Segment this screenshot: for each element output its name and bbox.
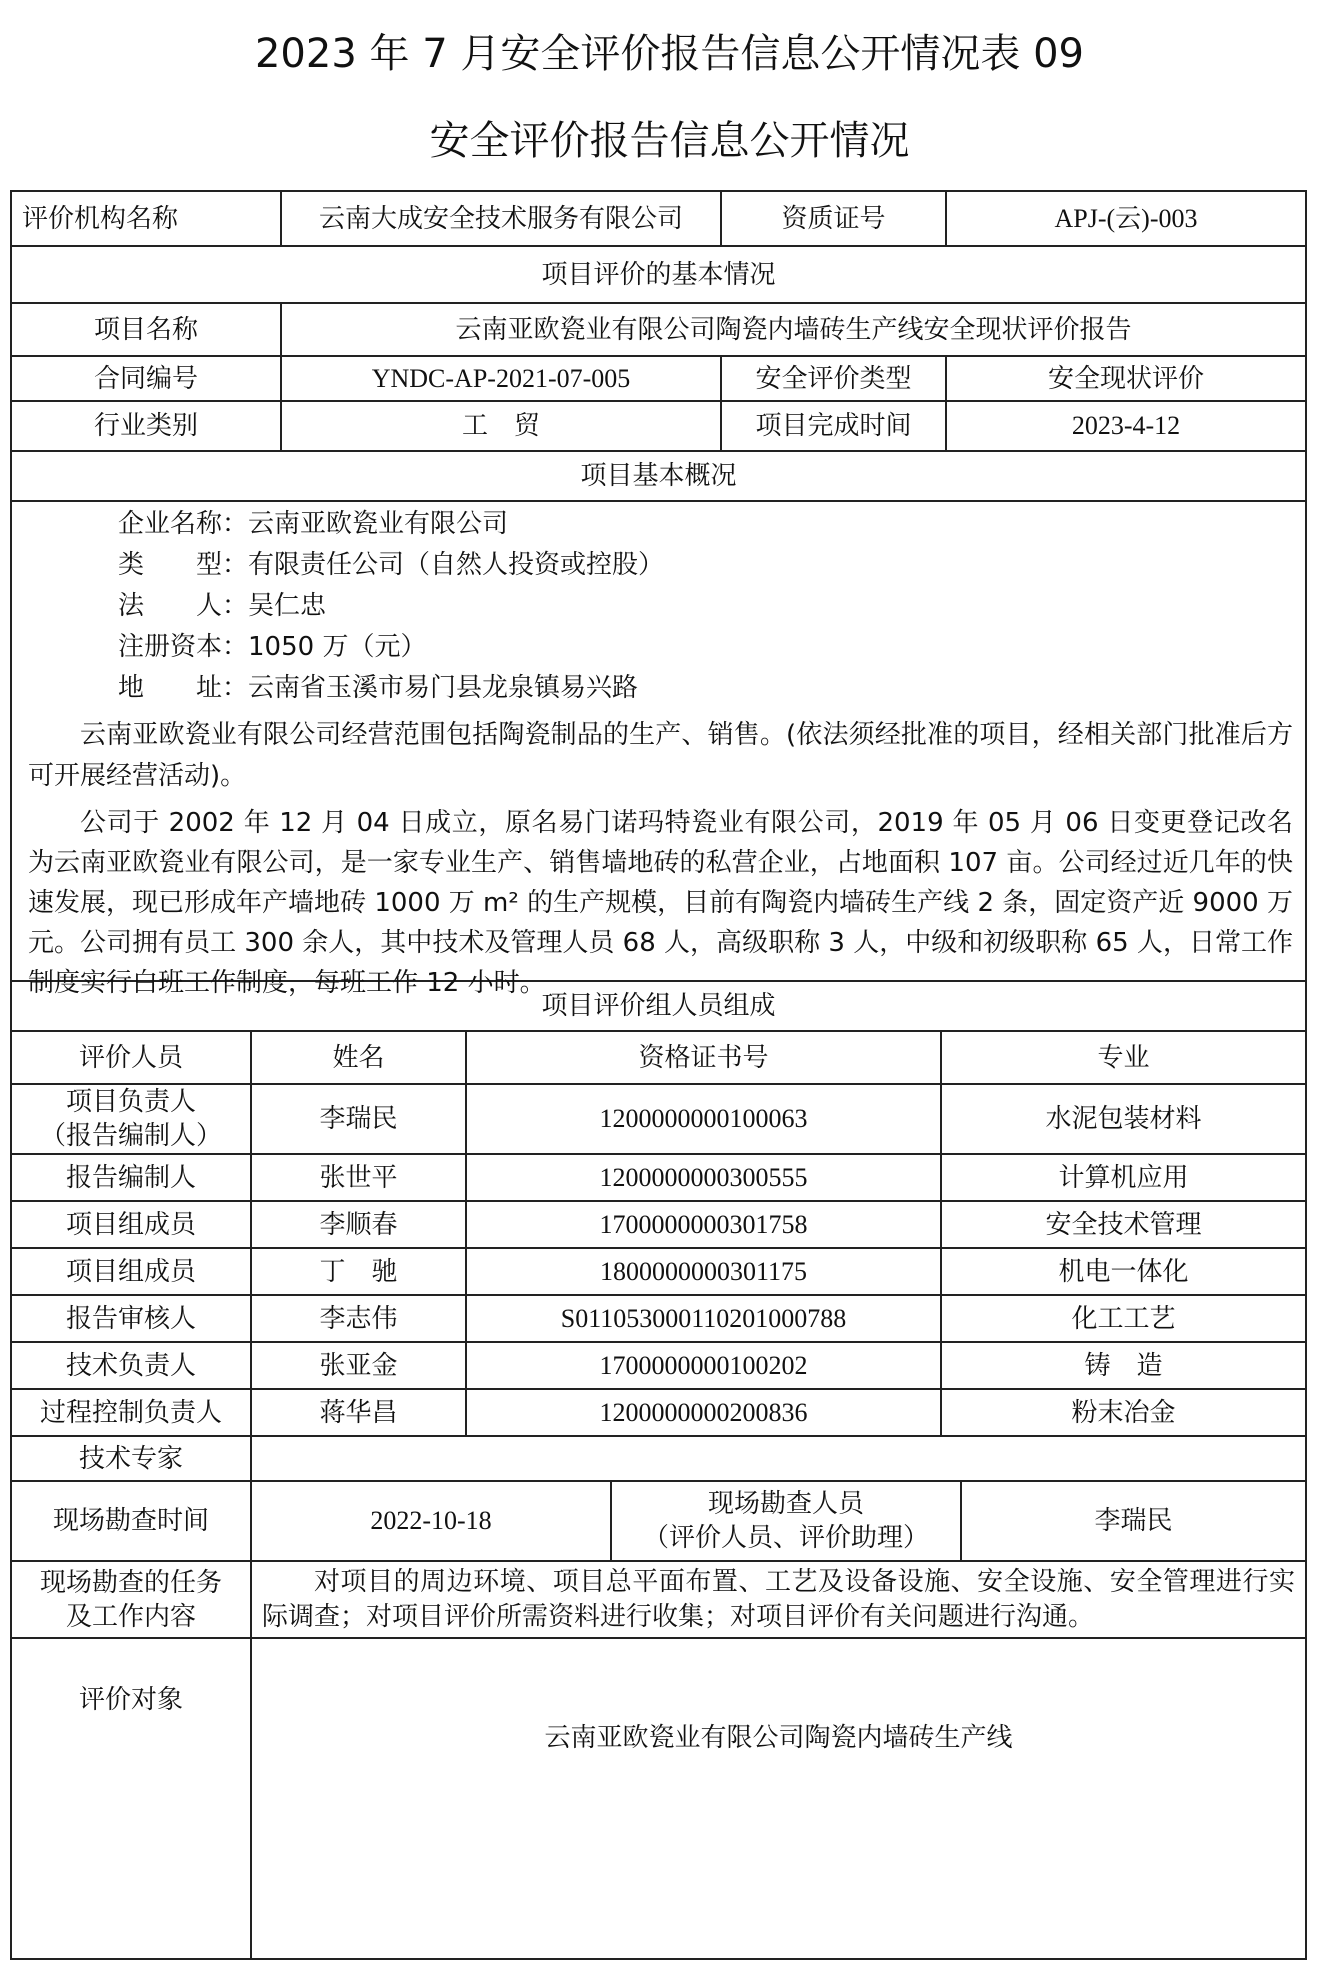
site-time-value: 2022-10-18: [252, 1482, 612, 1562]
team-header-name: 姓名: [252, 1032, 467, 1085]
finish-time-value: 2023-4-12: [947, 402, 1305, 452]
site-task-label-line2: 及工作内容: [65, 1601, 196, 1632]
overview-section-title: 项目基本概况: [12, 452, 1305, 502]
company-history-paragraph: 公司于 2002 年 12 月 04 日成立，原名易门诺玛特瓷业有限公司，2019 年 05 月 06 日变更登记改名为云南亚欧瓷业有限公司，是一家专业生产、销售墙地砖的私营企业，占地面积 107 亩。公司经过近几年的快速发展，现已形成年产墙地砖 1000 万 m² 的生产规模，目前有陶瓷内墙砖生产线 2 条，固定资产近 9000 万元。公司拥有员工 300 余人，其中技术及管理人员 68 人，高级职称 3 人，中级和初级职称 65 人，日常工作制度实行白班工作制度，每班工作 12 小时。: [28, 808, 1293, 998]
org-label: 评价机构名称: [12, 192, 282, 247]
document-title: 2023 年 7 月安全评价报告信息公开情况表 09: [254, 31, 1084, 77]
address-row: [28, 668, 1293, 709]
table-row-major: 机电一体化: [942, 1249, 1305, 1296]
table-row-name: 李顺春: [252, 1202, 467, 1249]
type-value: 有限责任公司（自然人投资或控股）: [248, 550, 665, 580]
legal-key: 法 人：: [118, 591, 249, 621]
table-row-name: 张世平: [252, 1155, 467, 1202]
table-row-role: [12, 1085, 252, 1155]
expert-value: [252, 1437, 1305, 1482]
site-task-value: 对项目的周边环境、项目总平面布置、工艺及设备设施、安全设施、安全管理进行实际调查；对项目评价所需资料进行收集；对项目评价有关问题进行沟通。: [252, 1562, 1305, 1639]
table-row-name: 张亚金: [252, 1343, 467, 1390]
team-header-role: 评价人员: [12, 1032, 252, 1085]
table-row-cert: 1200000000300555: [467, 1155, 942, 1202]
team-section-title: 项目评价组人员组成: [12, 982, 1305, 1032]
site-staff-label-line2: （评价人员、评价助理）: [642, 1523, 929, 1553]
table-row-major: 安全技术管理: [942, 1202, 1305, 1249]
site-staff-value: 李瑞民: [962, 1482, 1305, 1562]
team-header-major: 专业: [942, 1032, 1305, 1085]
site-task-label: [12, 1562, 252, 1639]
site-staff-label-line1: 现场勘查人员: [707, 1489, 864, 1519]
site-staff-label: [612, 1482, 962, 1562]
table-row-role: 项目组成员: [12, 1202, 252, 1249]
table-row-major: 铸 造: [942, 1343, 1305, 1390]
role-line1: 项目负责人: [65, 1087, 196, 1117]
eval-object-value: 云南亚欧瓷业有限公司陶瓷内墙砖生产线: [544, 1723, 1013, 1753]
legal-row: [28, 586, 1293, 627]
type-key: 类 型：: [118, 550, 249, 580]
table-row-major: 化工工艺: [942, 1296, 1305, 1343]
project-name-label: 项目名称: [12, 304, 282, 357]
table-row-name: 李瑞民: [252, 1085, 467, 1155]
basic-section-title: 项目评价的基本情况: [12, 247, 1305, 304]
table-row-name: 丁 驰: [252, 1249, 467, 1296]
finish-time-label: 项目完成时间: [722, 402, 947, 452]
industry-label: 行业类别: [12, 402, 282, 452]
business-scope-paragraph: 云南亚欧瓷业有限公司经营范围包括陶瓷制品的生产、销售。(依法须经批准的项目，经相关部门批准后方可开展经营活动)。: [28, 720, 1293, 791]
capital-key: 注册资本：: [118, 632, 249, 662]
team-header-cert: 资格证书号: [467, 1032, 942, 1085]
table-row-cert: 1200000000100063: [467, 1085, 942, 1155]
table-row-role: 报告编制人: [12, 1155, 252, 1202]
eval-type-label: 安全评价类型: [722, 357, 947, 402]
table-row-role: 报告审核人: [12, 1296, 252, 1343]
table-row-cert: 1800000000301175: [467, 1249, 942, 1296]
table-row-role: 技术负责人: [12, 1343, 252, 1390]
table-row-role: 过程控制负责人: [12, 1390, 252, 1437]
table-row-cert: 1700000000301758: [467, 1202, 942, 1249]
document-subtitle: 安全评价报告信息公开情况: [429, 118, 910, 164]
table-row-cert: 1200000000200836: [467, 1390, 942, 1437]
company-row: [28, 504, 1293, 545]
org-value: 云南大成安全技术服务有限公司: [282, 192, 722, 247]
contract-label: 合同编号: [12, 357, 282, 402]
table-row-major: 粉末冶金: [942, 1390, 1305, 1437]
table-row-name: 蒋华昌: [252, 1390, 467, 1437]
site-task-label-line1: 现场勘查的任务: [39, 1567, 222, 1598]
overview-content: [28, 504, 1293, 1003]
eval-type-value: 安全现状评价: [947, 357, 1305, 402]
table-row-cert: S011053000110201000788: [467, 1296, 942, 1343]
capital-row: [28, 627, 1293, 668]
contract-value: YNDC-AP-2021-07-005: [282, 357, 722, 402]
address-value: 云南省玉溪市易门县龙泉镇易兴路: [248, 673, 639, 703]
industry-value: 工 贸: [282, 402, 722, 452]
info-table: [10, 190, 1307, 1960]
role-line2: （报告编制人）: [39, 1121, 222, 1151]
company-key: 企业名称：: [118, 509, 249, 539]
type-row: [28, 545, 1293, 586]
table-row-major: 水泥包装材料: [942, 1085, 1305, 1155]
cert-value: APJ-(云)-003: [947, 192, 1305, 247]
capital-value: 1050 万（元）: [248, 632, 427, 662]
table-row-role: 项目组成员: [12, 1249, 252, 1296]
legal-value: 吴仁忠: [248, 591, 327, 621]
site-time-label: 现场勘查时间: [12, 1482, 252, 1562]
project-name-value: 云南亚欧瓷业有限公司陶瓷内墙砖生产线安全现状评价报告: [282, 304, 1305, 357]
table-row-cert: 1700000000100202: [467, 1343, 942, 1390]
table-row-name: 李志伟: [252, 1296, 467, 1343]
cert-label: 资质证号: [722, 192, 947, 247]
company-value: 云南亚欧瓷业有限公司: [248, 509, 509, 539]
address-key: 地 址：: [118, 673, 249, 703]
expert-label: 技术专家: [12, 1437, 252, 1482]
table-row-major: 计算机应用: [942, 1155, 1305, 1202]
eval-object-label: 评价对象: [12, 1639, 252, 1958]
